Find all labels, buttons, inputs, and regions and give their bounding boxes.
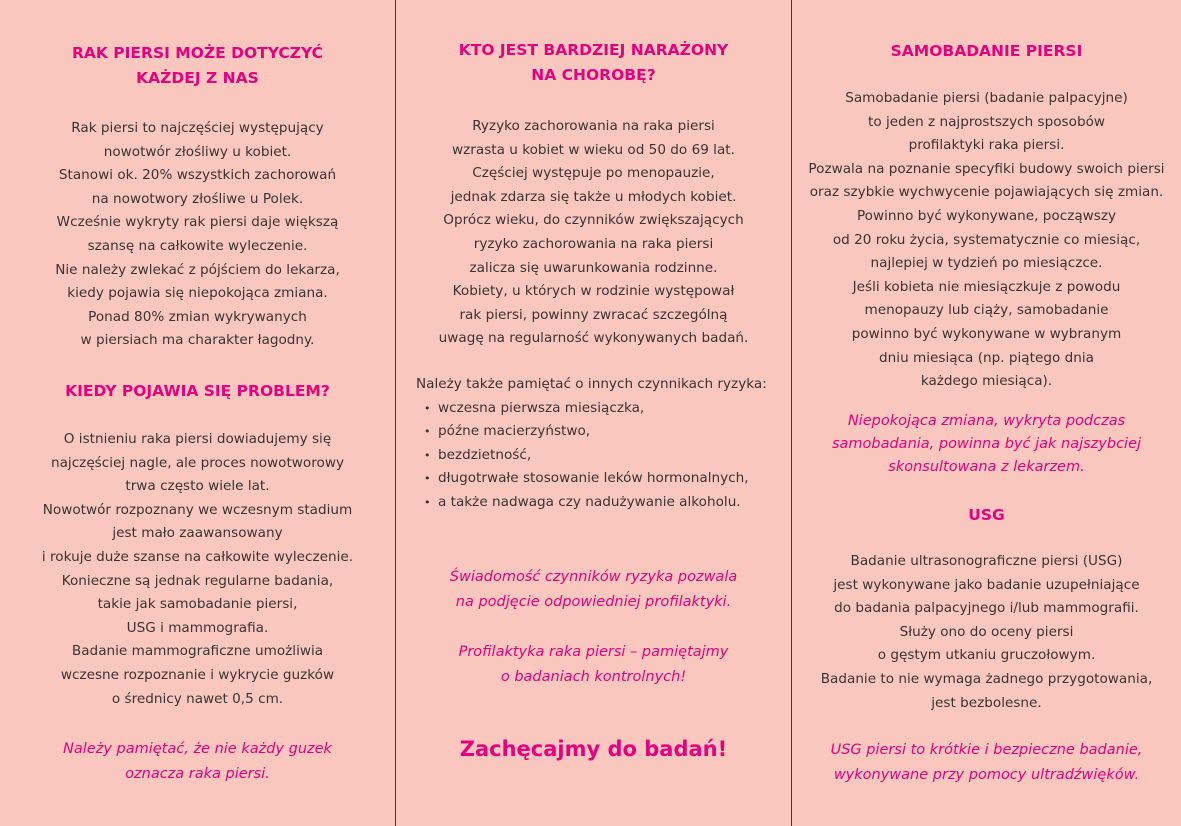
section-body-usg: Badanie ultrasonograficzne piersi (USG) jest wykonywane jako badanie uzupełniające do badania palpacyjnego i/lub mammografii. Służy ono do oceny piersi o gęstym utkaniu gruczołowym. Badanie to nie wymaga żadnego przygotowania, jest bezbolesne. xyxy=(820,553,1153,711)
section-body: Samobadanie piersi (badanie palpacyjne) to jeden z najprostszych sposobów profilaktyki raka piersi. Pozwala na poznanie specyfiki budowy swoich piersi oraz szybkie wychwycenie pojawiających się zmian. Powinno być wykonywane, począwszy od 20 roku życia, systematycznie co miesiąc, najlepiej w tydzień po miesiączce. Jeśli kobieta nie miesiączkuje z powodu menopauzy lub ciąży, samobadanie powinno być wykonywane w wybranym dniu miesiąca (np. piątego dnia każdego miesiąca). xyxy=(808,90,1165,390)
section-title: RAK PIERSI MOŻE DOTYCZYĆ KAŻDEJ Z NAS xyxy=(71,44,324,87)
column-self-exam xyxy=(792,0,1181,826)
list-item: • późne macierzyństwo, xyxy=(396,420,791,444)
note: Należy pamiętać, że nie każdy guzek oznacza raka piersi. xyxy=(63,741,332,782)
section-body: Rak piersi to najczęściej występujący nowotwór złośliwy u kobiet. Stanowi ok. 20% wszystkich zachorowań na nowotwory złośliwe u Polek. Wcześnie wykryty rak piersi daje większą szansę na całkowite wyleczenie. Nie należy zwlekać z pójściem do lekarza, kiedy pojawia się niepokojąca zmiana. Ponad 80% zmian wykrywanych w piersiach ma charakter łagodny. xyxy=(55,120,340,349)
risk-factors xyxy=(396,373,791,515)
note-consult: Niepokojąca zmiana, wykryta podczas samobadania, powinna być jak najszybciej skonsultowana z lekarzem. xyxy=(831,413,1142,475)
list-item: • bezdzietność, xyxy=(396,444,791,468)
note-usg: USG piersi to krótkie i bezpieczne badanie, wykonywane przy pomocy ultradźwięków. xyxy=(830,742,1143,783)
risk-factors-list xyxy=(396,397,791,515)
call-to-action: Zachęcajmy do badań! xyxy=(459,737,728,761)
section-title: SAMOBADANIE PIERSI xyxy=(890,42,1083,60)
section-heading-problem: KIEDY POJAWIA SIĘ PROBLEM? xyxy=(65,382,330,400)
risk-factors-lead: Należy także pamiętać o innych czynnikach ryzyka: xyxy=(416,376,767,392)
section-body: Ryzyko zachorowania na raka piersi wzrasta u kobiet w wieku od 50 do 69 lat. Częściej występuje po menopauzie, jednak zdarza się także u młodych kobiet. Oprócz wieku, do czynników zwiększających ryzyko zachorowania na raka piersi zalicza się uwarunkowania rodzinne. Kobiety, u których w rodzinie występował rak piersi, powinny zwracać szczególną uwagę na regularność wykonywanych badań. xyxy=(438,118,749,347)
column-breast-cancer xyxy=(0,0,395,826)
list-item: • a także nadwaga czy nadużywanie alkoholu. xyxy=(396,491,791,515)
column-risk-groups xyxy=(396,0,791,826)
section-heading-usg: USG xyxy=(968,506,1005,524)
section-body-problem: O istnieniu raka piersi dowiadujemy się najczęściej nagle, ale proces nowotworowy trwa często wiele lat. Nowotwór rozpoznany we wczesnym stadium jest mało zaawansowany i rokuje duże szanse na całkowite wyleczenie. Konieczne są jednak regularne badania, takie jak samobadanie piersi, USG i mammografia. Badanie mammograficzne umożliwia wczesne rozpoznanie i wykrycie guzków o średnicy nawet 0,5 cm. xyxy=(41,431,354,707)
list-item: • długotrwałe stosowanie leków hormonalnych, xyxy=(396,467,791,491)
list-item: • wczesna pierwsza miesiączka, xyxy=(396,397,791,421)
note-prevention: Profilaktyka raka piersi – pamiętajmy o badaniach kontrolnych! xyxy=(458,644,729,685)
note-awareness: Świadomość czynników ryzyka pozwala na podjęcie odpowiedniej profilaktyki. xyxy=(449,569,738,610)
section-title: KTO JEST BARDZIEJ NARAŻONY NA CHOROBĘ? xyxy=(458,41,729,84)
